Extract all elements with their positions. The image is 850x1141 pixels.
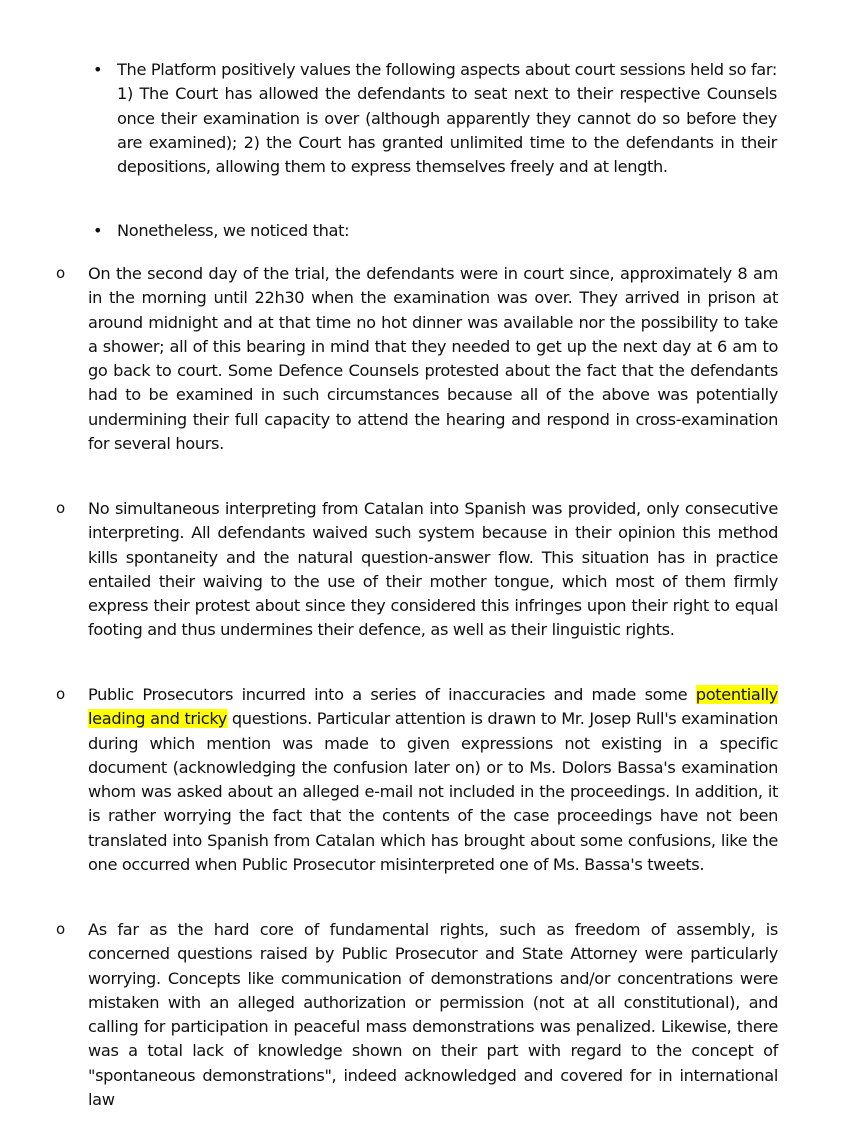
paragraph-text: The Platform positively values the following aspects about court sessions held so far: 1) The Court has allowed the defendants to seat next to their respective Counsels once their examination is over (although apparently they cannot do so before they are examined); 2) the Court has granted unlimited time to the defendants in their depositions, allowing them to express themselves freely and at length. [117, 60, 777, 177]
bullet-dot-icon: • [93, 60, 103, 79]
paragraph-text-after: questions. Particular attention is drawn to Mr. Josep Rull's examination during which mention was made to given expressions not existing in a specific document (acknowledging the confusion later on) or to Ms. Dolors Bassa's examination whom was asked about an alleged e-mail not included in the proceedings. In addition, it is rather worrying the fact that the contents of the case proceedings have not been translated into Spanish from Catalan which has brought about some confusions, like the one occurred when Public Prosecutor misinterpreted one of Ms. Bassa's tweets. [88, 709, 779, 875]
highlighted-text: potentially leading and tricky [88, 685, 778, 729]
bullet-circle-icon: o [56, 499, 65, 517]
sub-item-interpreting [56, 497, 778, 643]
bullet-circle-icon: o [56, 685, 65, 703]
bullet-item-nonetheless [93, 219, 777, 243]
sub-item-fundamental-rights [56, 918, 778, 1112]
paragraph-text: Nonetheless, we noticed that: [117, 221, 350, 240]
bullet-dot-icon: • [93, 221, 103, 240]
sub-item-prosecutors [56, 683, 779, 877]
sub-item-second-day [56, 262, 778, 456]
paragraph-text: No simultaneous interpreting from Catalan into Spanish was provided, only consecutive interpreting. All defendants waived such system because in their opinion this method kills spontaneity and the natural question-answer flow. This situation has in practice entailed their waiving to the use of their mother tongue, which most of them firmly express their protest about since they considered this infringes upon their right to equal footing and thus undermines their defence, as well as their linguistic rights. [88, 499, 778, 640]
paragraph-text: On the second day of the trial, the defendants were in court since, approximately 8 am in the morning until 22h30 when the examination was over. They arrived in prison at around midnight and at that time no hot dinner was available nor the possibility to take a shower; all of this bearing in mind that they needed to get up the next day at 6 am to go back to court. Some Defence Counsels protested about the fact that the defendants had to be examined in such circumstances because all of the above was potentially undermining their full capacity to attend the hearing and respond in cross-examination for several hours. [88, 264, 778, 454]
bullet-circle-icon: o [56, 264, 65, 282]
paragraph-text-before: Public Prosecutors incurred into a series of inaccuracies and made some [88, 685, 696, 704]
bullet-item-platform-values [93, 58, 777, 179]
bullet-circle-icon: o [56, 920, 65, 938]
paragraph-text: As far as the hard core of fundamental rights, such as freedom of assembly, is concerned questions raised by Public Prosecutor and State Attorney were particularly worrying. Concepts like communication of demonstrations and/or concentrations were mistaken with an alleged authorization or permission (not at all constitutional), and calling for participation in peaceful mass demonstrations was penalized. Likewise, there was a total lack of knowledge shown on their part with regard to the concept of "spontaneous demonstrations", indeed acknowledged and covered for in international law [88, 920, 778, 1110]
